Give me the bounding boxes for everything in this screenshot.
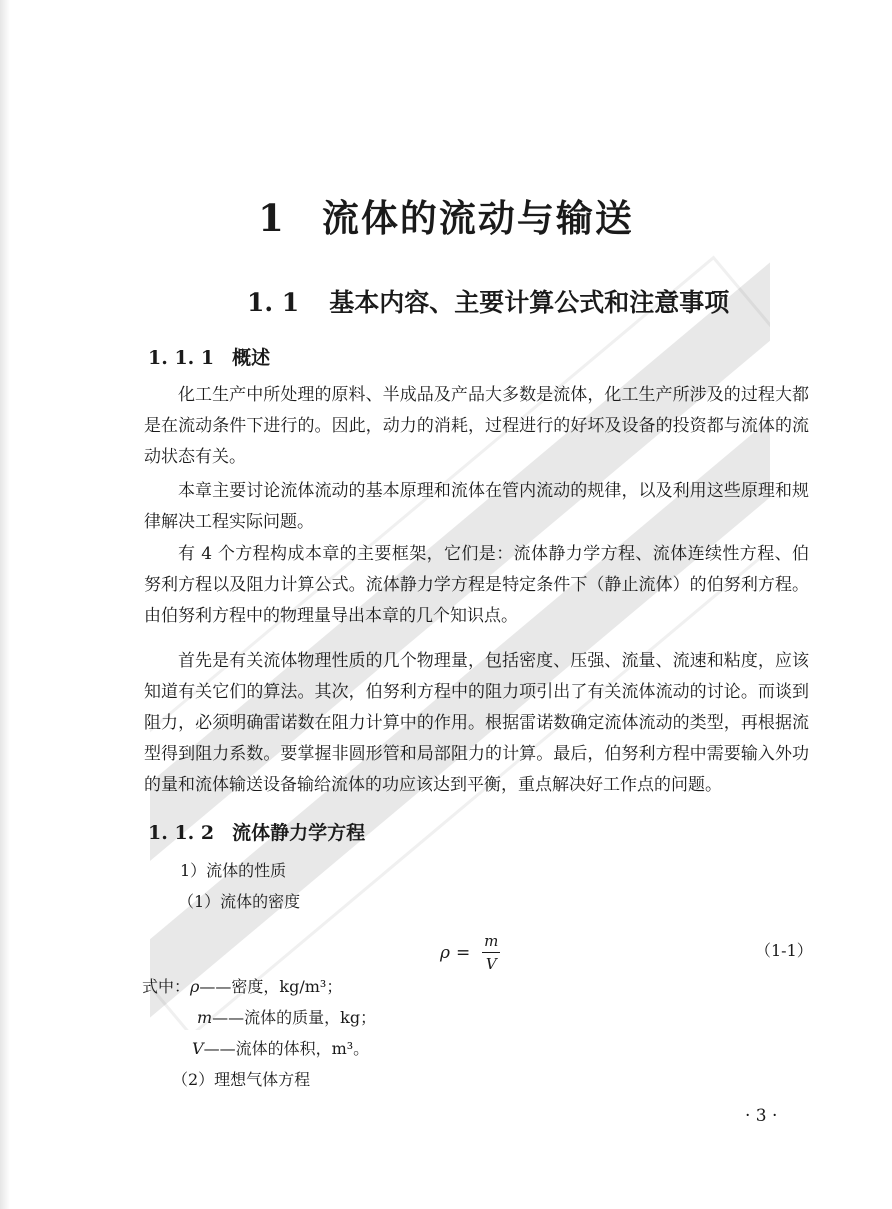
- formula-density: [440, 932, 500, 973]
- definition-text: ——流体的质量，kg；: [212, 1008, 377, 1027]
- formula-lhs: ρ: [440, 942, 450, 963]
- fraction-bar: [482, 952, 500, 953]
- paragraph-4: 首先是有关流体物理性质的几个物理量，包括密度、压强、流量、流速和粘度，应该知道有关它们的算法。其次，伯努利方程中的阻力项引出了有关流体流动的讨论。而谈到阻力，必须明确雷诺数在阻力计算中的作用。根据雷诺数确定流体流动的类型，再根据流型得到阻力系数。要掌握非圆形管和局部阻力的计算。最后，伯努利方程中需要输入外功的量和流体输送设备输给流体的功应该达到平衡，重点解决好工作点的问题。: [144, 651, 809, 795]
- definition-text: ——流体的体积，m³。: [203, 1039, 370, 1058]
- page-number: · 3 ·: [745, 1106, 778, 1126]
- chapter-number: 1: [258, 196, 286, 240]
- equation-number: （1-1）: [755, 941, 813, 960]
- definition-symbol: m: [197, 1008, 213, 1027]
- subsection-title: 流体静力学方程: [232, 822, 366, 844]
- definition-symbol: ρ: [190, 977, 200, 996]
- definition-m: [197, 1007, 376, 1029]
- subsection-overview: [148, 343, 270, 370]
- item-ideal-gas: （2）理想气体方程: [172, 1070, 311, 1089]
- section-title-text: 基本内容、主要计算公式和注意事项: [329, 288, 730, 317]
- formula-denominator: V: [485, 955, 497, 973]
- section-title: [247, 283, 729, 319]
- section-number: 1. 1: [247, 288, 300, 317]
- paragraph-1: 化工生产中所处理的原料、半成品及产品大多数是流体，化工生产所涉及的过程大都是在流动条件下进行的。因此，动力的消耗，过程进行的好坏及设备的投资都与流体的流动状态有关。: [144, 385, 809, 467]
- definition-v: [192, 1038, 369, 1060]
- subsection-number: 1. 1. 1: [148, 347, 215, 369]
- formula-numerator: m: [484, 932, 499, 950]
- item-fluid-density: （1）流体的密度: [178, 892, 301, 911]
- item-fluid-properties: 1）流体的性质: [180, 861, 287, 880]
- chapter-title-text: 流体的流动与输送: [321, 197, 634, 240]
- definition-rho: [142, 976, 342, 998]
- paragraph-3: 有 4 个方程构成本章的主要框架，它们是：流体静力学方程、流体连续性方程、伯努利方程以及阻力计算公式。流体静力学方程是特定条件下（静止流体）的伯努利方程。由伯努利方程中的物理量导出本章的几个知识点。: [144, 544, 809, 626]
- definition-intro: 式中：: [142, 977, 191, 996]
- paragraph-2: 本章主要讨论流体流动的基本原理和流体在管内流动的规律，以及利用这些原理和规律解决工程实际问题。: [144, 481, 809, 532]
- definition-symbol: V: [192, 1039, 204, 1058]
- chapter-title: [0, 188, 892, 242]
- subsection-title: 概述: [232, 347, 271, 369]
- scan-edge-shadow: [0, 0, 10, 1209]
- formula-equals: =: [456, 942, 471, 963]
- subsection-statics: [148, 818, 365, 845]
- formula-fraction: [482, 932, 500, 973]
- definition-text: ——密度，kg/m³；: [199, 977, 343, 996]
- subsection-number: 1. 1. 2: [148, 822, 215, 844]
